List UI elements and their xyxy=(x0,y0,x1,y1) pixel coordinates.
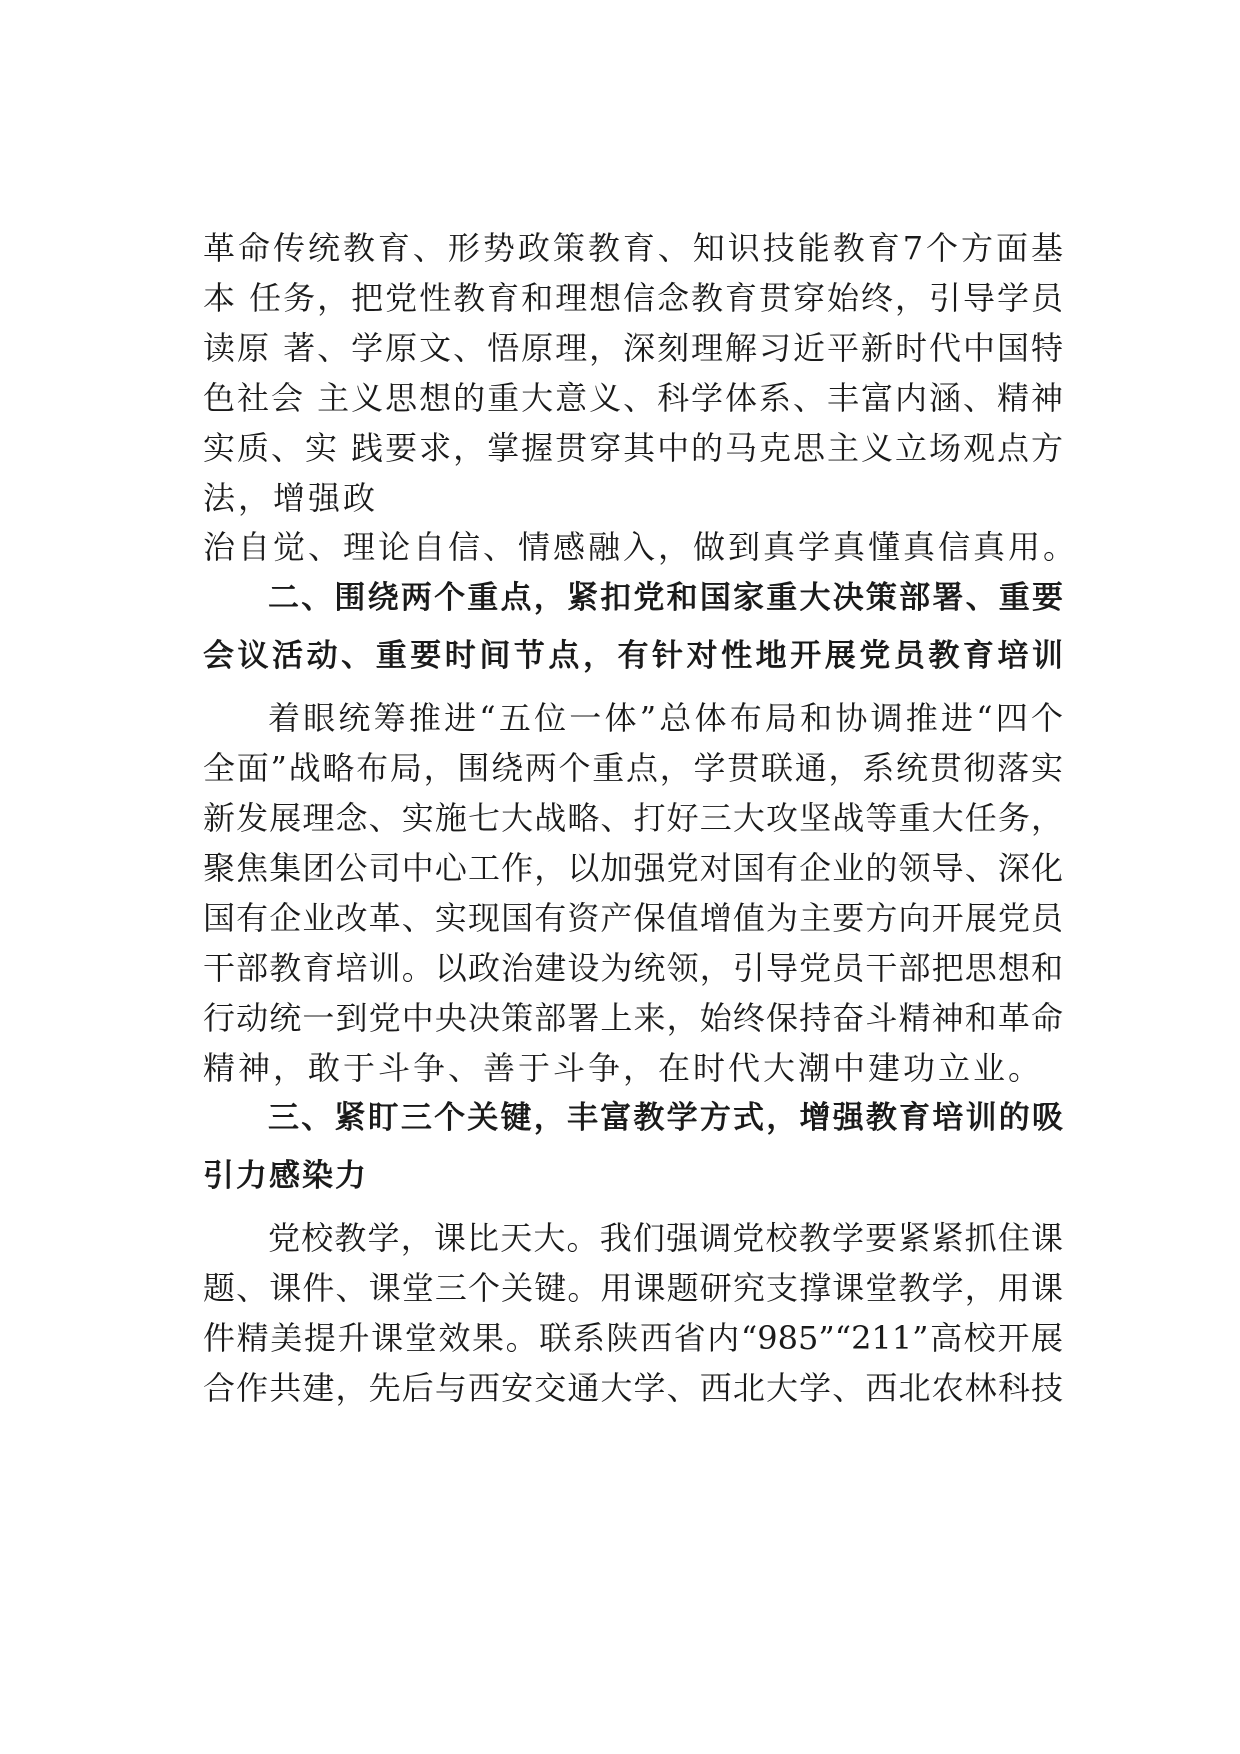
body-text-line: 件精美提升课堂效果。联系陕西省内“985”“211”高校开展 xyxy=(203,1319,1063,1357)
section-heading-3: 三、紧盯三个关键，丰富教学方式，增强教育培训的吸 xyxy=(268,1100,1063,1136)
body-text-line: 法，增强政 xyxy=(203,479,379,517)
section-heading-2: 二、围绕两个重点，紧扣党和国家重大决策部署、重要 xyxy=(268,580,1063,616)
body-text-line: 国有企业改革、实现国有资产保值增值为主要方向开展党员 xyxy=(203,899,1063,937)
body-text-line: 色社会 主义思想的重大意义、科学体系、丰富内涵、精神 xyxy=(203,379,1063,417)
body-text-line: 聚焦集团公司中心工作，以加强党对国有企业的领导、深化 xyxy=(203,849,1063,887)
body-text-line: 行动统一到党中央决策部署上来，始终保持奋斗精神和革命 xyxy=(203,999,1063,1037)
body-text-line: 实质、实 践要求，掌握贯穿其中的马克思主义立场观点方 xyxy=(203,429,1063,467)
paragraph-first-line: 党校教学，课比天大。我们强调党校教学要紧紧抓住课 xyxy=(268,1219,1063,1257)
body-text-line: 读原 著、学原文、悟原理，深刻理解习近平新时代中国特 xyxy=(203,329,1063,367)
body-text-line: 全面”战略布局，围绕两个重点，学贯联通，系统贯彻落实 xyxy=(203,749,1063,787)
section-heading-2-cont: 会议活动、重要时间节点，有针对性地开展党员教育培训 xyxy=(203,638,1063,674)
body-text-line: 本 任务，把党性教育和理想信念教育贯穿始终，引导学员 xyxy=(203,279,1063,317)
body-text-line: 新发展理念、实施七大战略、打好三大攻坚战等重大任务， xyxy=(203,799,1063,837)
body-text-line: 革命传统教育、形势政策教育、知识技能教育7个方面基 xyxy=(203,229,1063,267)
body-text-line: 干部教育培训。以政治建设为统领，引导党员干部把思想和 xyxy=(203,949,1063,987)
section-heading-3-cont: 引力感染力 xyxy=(203,1158,368,1194)
body-text-line: 治自觉、理论自信、情感融入，做到真学真懂真信真用。 xyxy=(203,528,1079,566)
paragraph-first-line: 着眼统筹推进“五位一体”总体布局和协调推进“四个 xyxy=(268,699,1063,737)
body-text-line: 合作共建，先后与西安交通大学、西北大学、西北农林科技 xyxy=(203,1369,1063,1407)
body-text-line: 题、课件、课堂三个关键。用课题研究支撑课堂教学，用课 xyxy=(203,1269,1063,1307)
body-text-line: 精神，敢于斗争、善于斗争，在时代大潮中建功立业。 xyxy=(203,1049,1044,1087)
